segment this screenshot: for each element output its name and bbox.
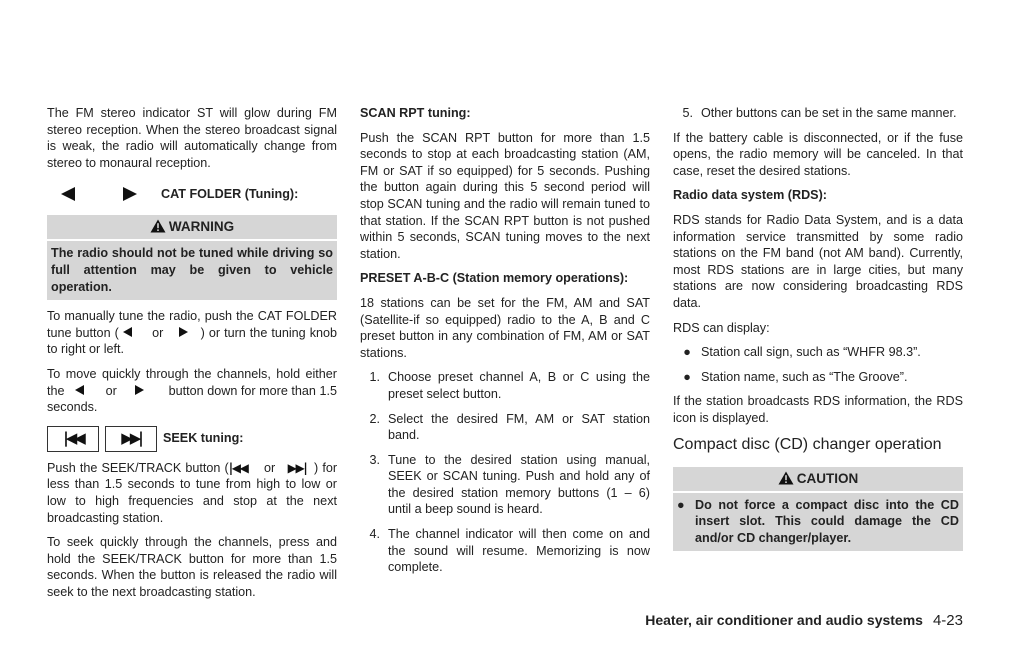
list-item xyxy=(360,452,650,518)
seek-text-b: ) for less than 1.5 seconds to tune from high to low or low to high frequencies and stop at the next broadcasting station. xyxy=(47,460,338,525)
caution-title: CAUTION xyxy=(796,470,859,486)
column-2 xyxy=(360,105,650,584)
step-number: 3. xyxy=(369,452,380,467)
preset-heading: PRESET A-B-C (Station memory operations): xyxy=(360,271,629,286)
step-number: 4. xyxy=(369,527,380,542)
rds-display-paragraph: RDS can display: xyxy=(673,320,770,335)
caution-title-bar xyxy=(673,467,963,491)
preset-steps-continued xyxy=(673,105,963,122)
left-triangle-icon xyxy=(61,187,75,201)
step-number: 2. xyxy=(369,411,380,426)
skip-forward-icon: ▶▶| xyxy=(105,426,157,452)
seek-heading: SEEK tuning: xyxy=(163,431,244,446)
list-item xyxy=(673,369,963,386)
left-triangle-icon xyxy=(123,327,132,337)
bullet-icon: ● xyxy=(683,369,691,384)
bullet-icon: ● xyxy=(683,345,691,360)
page-number: 4-23 xyxy=(932,612,963,629)
rds-paragraph: RDS stands for Radio Data System, and is a data information service transmitted by some radio stations on the FM band (not AM band). Currently, most RDS stations are in large cities, but many stations are now considering broadcasting RDS data. xyxy=(673,212,963,310)
warning-triangle-icon xyxy=(150,219,166,233)
scan-paragraph: Push the SCAN RPT button for more than 1.5 seconds to stop at each broadcasting station (AM, FM or SAT if so equipped) for 5 seconds. Pushing the button again during this 5 second period will stop SCAN tuning and the radio will remain tuned to that station. If the SCAN RPT button is not pushed within 5 seconds, SCAN tuning moves to the next station. xyxy=(360,130,650,261)
bullet-icon: ● xyxy=(677,497,685,512)
right-triangle-icon xyxy=(135,385,144,395)
list-item xyxy=(360,526,650,576)
manual-tune-text-b: ) or turn the tuning knob to right or left. xyxy=(47,325,338,357)
cd-section-title: Compact disc (CD) changer operation xyxy=(673,435,942,453)
preset-steps xyxy=(360,369,650,576)
left-triangle-icon xyxy=(75,385,84,395)
column-3 xyxy=(673,105,963,559)
seek-quick-paragraph: To seek quickly through the channels, press and hold the SEEK/TRACK button for more than 1.5 seconds. When the button is released the radio will seek to the next broadcasting station. xyxy=(47,535,337,599)
warning-body: The radio should not be tuned while driving so full attention may be given to vehicle operation. xyxy=(47,241,337,300)
right-triangle-icon xyxy=(123,187,137,201)
quick-tune-or: or xyxy=(105,383,117,398)
rds-icon-paragraph: If the station broadcasts RDS information, the RDS icon is displayed. xyxy=(673,394,963,425)
list-item xyxy=(673,105,963,122)
skip-back-icon: |◀◀ xyxy=(228,460,248,475)
quick-tune-text-a: To move quickly through the channels, hold either the xyxy=(47,366,337,398)
caution-body xyxy=(673,493,963,552)
fm-stereo-paragraph: The FM stereo indicator ST will glow during FM stereo reception. When the stereo broadcast signal is weak, the radio will automatically change from stereo to monaural reception. xyxy=(47,106,337,170)
warning-title: WARNING xyxy=(168,219,235,235)
bullet-text: Station call sign, such as “WHFR 98.3”. xyxy=(701,345,921,360)
step-text: The channel indicator will then come on and the sound will resume. Memorizing is now complete. xyxy=(388,527,650,575)
warning-title-bar xyxy=(47,215,337,239)
scan-heading: SCAN RPT tuning: xyxy=(360,106,471,120)
rds-heading: Radio data system (RDS): xyxy=(673,188,827,203)
seek-row xyxy=(47,424,337,454)
step-number: 1. xyxy=(369,370,380,385)
skip-forward-icon: ▶▶| xyxy=(287,460,306,475)
rds-bullets xyxy=(673,344,963,385)
cat-folder-row xyxy=(47,179,337,209)
cat-folder-heading: CAT FOLDER (Tuning): xyxy=(161,187,299,202)
manual-tune-text-a: To manually tune the radio, push the CAT FOLDER tune button ( xyxy=(47,309,337,340)
quick-tune-paragraph xyxy=(47,366,337,416)
page-footer xyxy=(570,611,963,630)
list-item xyxy=(360,411,650,444)
battery-paragraph: If the battery cable is disconnected, or if the fuse opens, the radio memory will be canceled. In that case, reset the desired stations. xyxy=(673,130,963,178)
step-text: Choose preset channel A, B or C using the preset select button. xyxy=(388,370,650,401)
step-text: Select the desired FM, AM or SAT station band. xyxy=(388,411,650,443)
bullet-text: Station name, such as “The Groove”. xyxy=(701,369,908,384)
footer-section: Heater, air conditioner and audio systems xyxy=(645,612,923,628)
step-text: Other buttons can be set in the same manner. xyxy=(701,106,957,120)
list-item xyxy=(673,344,963,361)
step-text: Tune to the desired station using manual, SEEK or SCAN tuning. Push and hold any of the desired station memory buttons (1 – 6) until a beep sound is heard. xyxy=(388,452,650,517)
list-item xyxy=(360,369,650,402)
skip-back-icon: |◀◀ xyxy=(47,426,99,452)
warning-triangle-icon xyxy=(778,471,794,485)
manual-tune-or: or xyxy=(152,325,164,340)
caution-text: Do not force a compact disc into the CD insert slot. This could damage the CD and/or CD changer/player. xyxy=(695,497,959,545)
seek-text-a: Push the SEEK/TRACK button ( xyxy=(47,460,229,475)
column-1 xyxy=(47,105,337,608)
right-triangle-icon xyxy=(179,327,188,337)
seek-or: or xyxy=(264,460,276,475)
quick-tune-text-b: button down for more than 1.5 seconds. xyxy=(47,383,338,415)
manual-tune-paragraph xyxy=(47,308,337,358)
preset-paragraph: 18 stations can be set for the FM, AM and SAT (Satellite-if so equipped) radio to the A, B and C preset button in any combination of FM, AM or SAT stations. xyxy=(360,295,650,360)
step-number: 5. xyxy=(682,106,693,120)
seek-paragraph xyxy=(47,460,337,526)
